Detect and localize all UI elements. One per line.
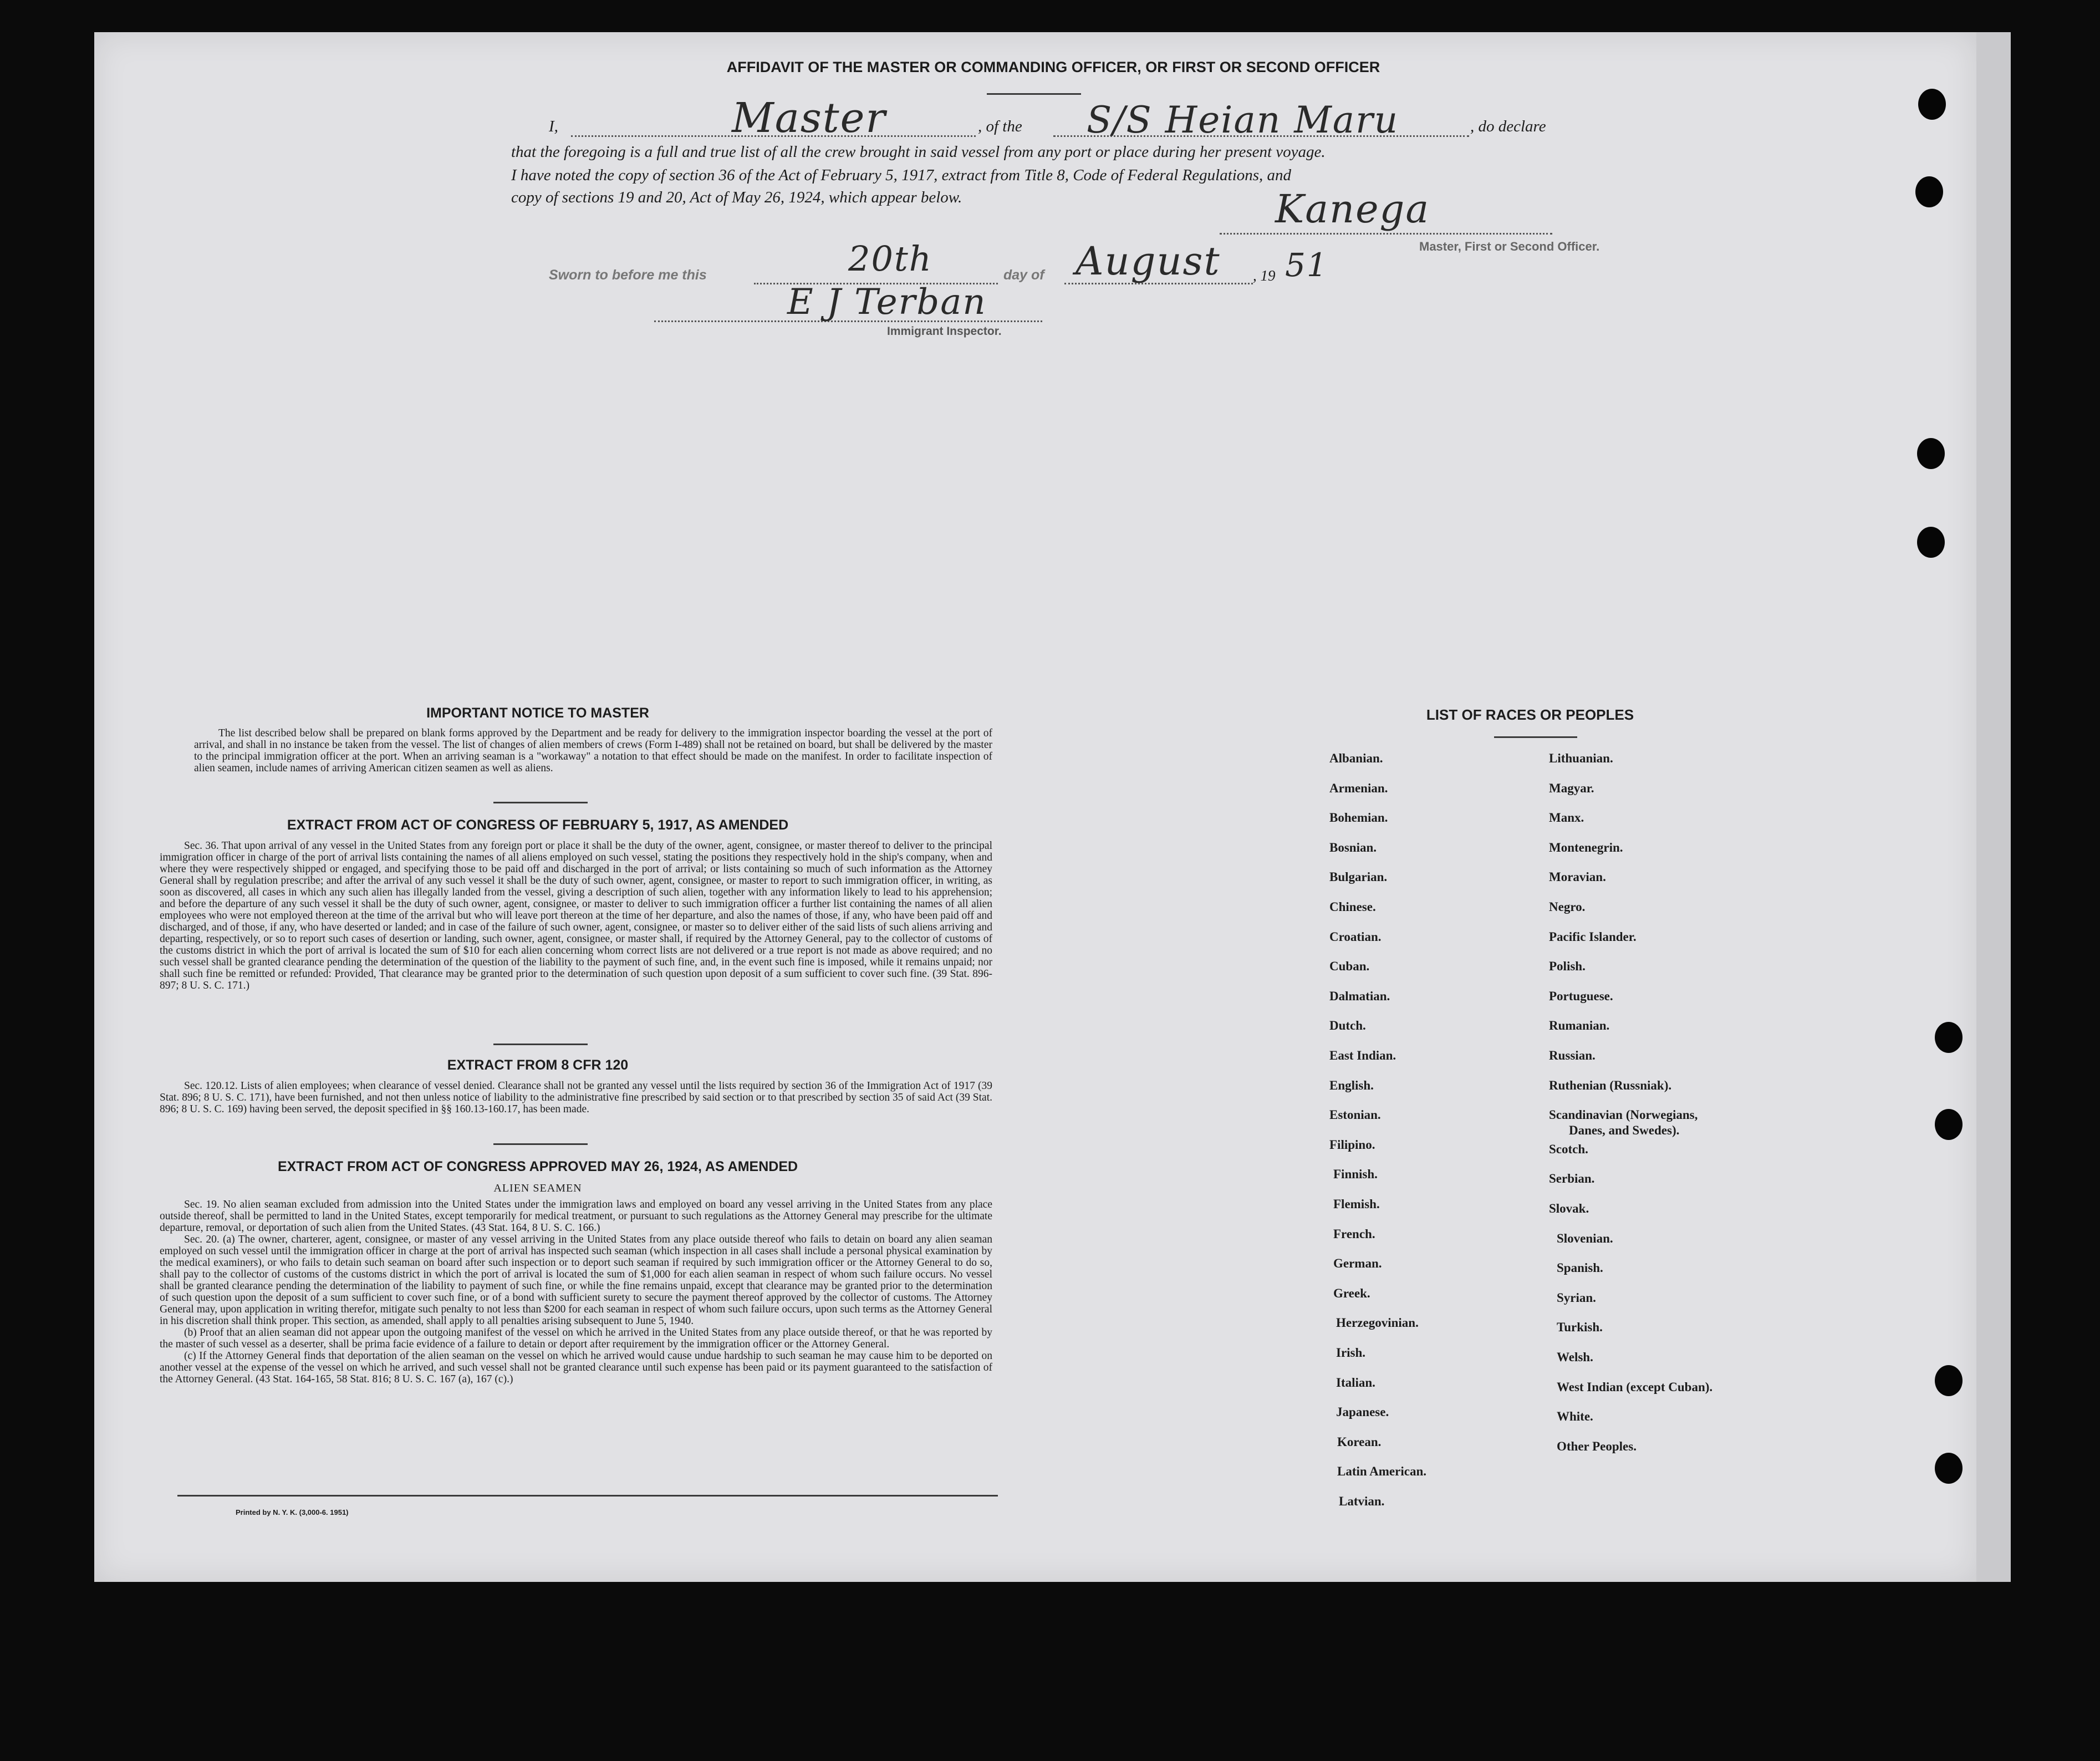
binder-hole (1935, 1109, 1963, 1140)
handwritten-inspector: E J Terban (787, 282, 987, 323)
binder-hole (1935, 1022, 1963, 1053)
binder-hole (1917, 527, 1945, 558)
race-item: Lithuanian. (1549, 751, 1613, 765)
race-item: Herzegovinian. (1336, 1316, 1419, 1330)
sec-20a-paragraph: Sec. 20. (a) The owner, charterer, agent, consignee, or master of any vessel arriving in the United States from any place outside thereof who fails to detain on board any alien seaman employed on such vessel until the immigration officer in charge at the port of arrival has inspected such seaman (which inspection in all cases shall include a personal physical examination by the medical examiners), or who fails to detain such seaman on board after such inspection or to deport such seaman if required by such immigration officer or the Attorney General to do so, shall pay to the collector of customs of the customs district in which the port of arrival is located the sum of $1,000 for each alien seaman in respect of whom such failure occurs. No vessel shall be granted clearance pending the determination of the liability to payment of such fine, or while the fine remains unpaid, except that clearance may be granted prior to the determination of such question upon the deposit of a sum sufficient to cover such fine, or of a bond with sufficient surety to secure the payment thereof approved by the collector of customs. The Attorney General may, upon application in writing therefor, mitigate such penalty to not less than $200 for each seaman in respect of whom such failure occurs, upon such terms as the Attorney General in his discretion shall think proper. This section, as amended, shall apply to all penalties arising subsequent to June 5, 1940. (160, 1234, 992, 1327)
alien-seamen-subtitle: ALIEN SEAMEN (493, 1182, 582, 1194)
handwritten-signature: Kanega (1275, 186, 1430, 232)
bottom-rule (177, 1495, 998, 1497)
page-edge-strip (1976, 32, 2011, 1582)
race-item: Manx. (1549, 811, 1584, 825)
race-item: Rumanian. (1549, 1019, 1610, 1033)
inspector-title: Immigrant Inspector. (887, 325, 1002, 338)
races-title: LIST OF RACES OR PEOPLES (1426, 706, 1634, 723)
sec-19-paragraph: Sec. 19. No alien seaman excluded from admission into the United States under the immigration laws and employed on board any vessel arriving in the United States from any place outside thereof, shall be permitted to land in the United States, except temporarily for medical treatment, or pursuant to such regulations as the Attorney General may prescribe for the ultimate departure, removal, or deportation of such alien from the United States. (43 Stat. 164, 8 U. S. C. 166.) (160, 1199, 992, 1234)
race-item: Latin American. (1337, 1464, 1426, 1479)
race-item: French. (1333, 1226, 1375, 1241)
race-item: Ruthenian (Russniak). (1549, 1078, 1672, 1092)
race-item: Serbian. (1549, 1172, 1595, 1186)
sec-20c-paragraph: (c) If the Attorney General finds that deportation of the alien seaman on the vessel on which he arrived would cause undue hardship to such seaman he may cause him to be deported on another vessel at the expense of the vessel on which he arrived, and such vessel shall not be granted clearance until such expense has been paid or its payment guaranteed to the satisfaction of the Attorney General. (43 Stat. 164-165, 58 Stat. 816; 8 U. S. C. 167 (a), 167 (c).) (160, 1350, 992, 1385)
affidavit-line-3: I have noted the copy of section 36 of the Act of February 5, 1917, extract from Title 8, Code of Federal Regulations, and (511, 166, 1292, 184)
race-item: Cuban. (1329, 959, 1370, 974)
extract-1917-title: EXTRACT FROM ACT OF CONGRESS OF FEBRUARY 5, 1917, AS AMENDED (287, 817, 789, 833)
race-item: Dalmatian. (1329, 989, 1390, 1003)
handwritten-rank: Master (732, 94, 886, 142)
race-item: Polish. (1549, 959, 1586, 974)
handwritten-vessel: S/S Heian Maru (1087, 99, 1399, 141)
signature-line (1220, 233, 1552, 235)
race-item: Dutch. (1329, 1019, 1366, 1033)
race-item: Croatian. (1329, 929, 1382, 944)
race-item: Montenegrin. (1549, 840, 1623, 854)
race-item: Armenian. (1329, 781, 1388, 795)
notice-title: IMPORTANT NOTICE TO MASTER (426, 705, 649, 721)
race-item: Danes, and Swedes). (1569, 1123, 1680, 1138)
race-item: German. (1333, 1256, 1382, 1271)
divider-rule (493, 802, 588, 803)
race-item: Greek. (1333, 1286, 1370, 1300)
race-item: White. (1557, 1409, 1593, 1424)
notice-paragraph: The list described below shall be prepared on blank forms approved by the Department and be ready for delivery to the immigration inspector boarding the vessel at the port of arrival, and shall in no instance be taken from the vessel. The list of changes of alien members of crews (Form I-489) shall not be retained on board, but shall be delivered by the master to the principal immigration officer at the port. When an arriving seaman is a "workaway" a notation to that effect should be made on the manifest. In order to facilitate inspection of alien seamen, include names of arriving American citizen seamen as well as aliens. (194, 727, 992, 774)
year-prefix: , 19 (1253, 267, 1276, 284)
cfr-title: EXTRACT FROM 8 CFR 120 (447, 1057, 629, 1073)
printed-by: Printed by N. Y. K. (3,000-6. 1951) (236, 1508, 349, 1516)
race-item: Italian. (1336, 1375, 1375, 1390)
race-item: Welsh. (1557, 1350, 1593, 1364)
race-item: English. (1329, 1078, 1374, 1092)
race-item: Slovak. (1549, 1202, 1589, 1215)
race-item: Latvian. (1339, 1494, 1385, 1508)
race-item: Scotch. (1549, 1142, 1588, 1156)
races-title-rule (1494, 736, 1577, 738)
handwritten-month: August (1076, 238, 1221, 284)
race-item: Bosnian. (1329, 840, 1377, 854)
binder-hole (1918, 89, 1946, 120)
race-item: Slovenian. (1557, 1231, 1613, 1245)
notice-body (194, 727, 992, 774)
binder-hole (1917, 438, 1945, 469)
divider-rule (493, 1143, 588, 1145)
race-item: East Indian. (1329, 1049, 1396, 1062)
affidavit-do-declare: , do declare (1470, 118, 1546, 135)
affidavit-of-the: , of the (978, 118, 1022, 135)
affidavit-title: AFFIDAVIT OF THE MASTER OR COMMANDING OFFICER, OR FIRST OR SECOND OFFICER (726, 59, 1380, 75)
binder-hole (1935, 1453, 1963, 1484)
race-item: Pacific Islander. (1549, 929, 1637, 944)
extract-1917-body (160, 840, 992, 991)
race-item: Korean. (1337, 1434, 1382, 1449)
affidavit-i: I, (549, 118, 558, 135)
affidavit-line-4: copy of sections 19 and 20, Act of May 26, 1924, which appear below. (511, 189, 962, 206)
affidavit-line-2: that the foregoing is a full and true list of all the crew brought in said vessel from any port or place during her present voyage. (511, 143, 1326, 161)
race-item: West Indian (except Cuban). (1557, 1380, 1713, 1394)
binder-hole (1915, 176, 1943, 207)
race-item: Spanish. (1557, 1261, 1603, 1275)
sec-20b-paragraph: (b) Proof that an alien seaman did not appear upon the outgoing manifest of the vessel on which he arrived in the United States from any place outside thereof, or that he was reported by the master of such vessel as a deserter, shall be prima facie evidence of a failure to detain or deport after requirement by the immigration officer or the Attorney General. (160, 1327, 992, 1350)
signer-title: Master, First or Second Officer. (1419, 240, 1600, 253)
title-rule (987, 93, 1081, 95)
cfr-body (160, 1080, 992, 1115)
divider-rule (493, 1044, 588, 1045)
race-item: Other Peoples. (1557, 1439, 1637, 1453)
handwritten-year: 51 (1285, 246, 1328, 284)
extract-1924-title: EXTRACT FROM ACT OF CONGRESS APPROVED MAY 26, 1924, AS AMENDED (277, 1159, 798, 1174)
race-item: Bulgarian. (1329, 870, 1388, 884)
race-item: Magyar. (1549, 781, 1594, 795)
race-item: Portuguese. (1549, 989, 1613, 1003)
race-item: Albanian. (1329, 751, 1383, 765)
race-item: Russian. (1549, 1049, 1596, 1062)
race-item: Scandinavian (Norwegians, (1549, 1108, 1698, 1122)
sec-36-paragraph: Sec. 36. That upon arrival of any vessel in the United States from any foreign port or place it shall be the duty of the owner, agent, consignee, or master thereof to deliver to the principal immigration officer in charge of the port of arrival lists containing the names of all aliens employed on such vessel, stating the positions they respectively hold in the ship's company, when and where they were respectively shipped or engaged, and specifying those to be paid off and discharged in the port of arrival; or lists containing so much of such information as the Attorney General shall by regulation prescribe; and after the arrival of any such vessel it shall be the duty of such owner, agent, consignee, or master to report to such immigration officer, in writing, as soon as discovered, all cases in which any such alien has illegally landed from the vessel, giving a description of such alien, together with any information likely to lead to his apprehension; and before the departure of any such vessel it shall be the duty of such owner, agent, consignee, or master to deliver to such immigration officer a further list containing the names of all alien employees who were not employed thereon at the time of the arrival but who will leave port thereon at the time of her departure, and also the names of those, if any, who have been paid off and discharged, and of those, if any, who have deserted or landed; and in case of the failure of such owner, agent, consignee, or master so to deliver either of the said lists of such aliens arriving and departing, respectively, or so to report such cases of desertion or landing, such owner, agent, consignee, or master shall, if required by the Attorney General, pay to the collector of customs of the customs district in which the port of arrival is located the sum of $10 for each alien concerning whom correct lists are not delivered or a true report is not made as above required; and no such vessel shall be granted clearance pending the determination of the question of the liability to the payment of such fine, and, in the event such fine is imposed, while it remains unpaid; nor shall such fine be remitted or refunded: Provided, That clearance may be granted prior to the determination of such question upon deposit of a sum sufficient to cover such fine. (39 Stat. 896-897; 8 U. S. C. 171.) (160, 840, 992, 991)
race-item: Filipino. (1329, 1137, 1375, 1152)
day-of-label: day of (1003, 267, 1044, 283)
race-item: Bohemian. (1329, 811, 1388, 825)
binder-hole (1935, 1365, 1963, 1396)
extract-1924-body (160, 1199, 992, 1385)
race-item: Irish. (1336, 1346, 1366, 1360)
race-item: Flemish. (1333, 1197, 1380, 1211)
sec-120-paragraph: Sec. 120.12. Lists of alien employees; when clearance of vessel denied. Clearance shall not be granted any vessel until the lists required by section 36 of the Immigration Act of 1917 (39 Stat. 896; 8 U. S. C. 171), have been furnished, and not then unless notice of liability to the administrative fine prescribed by said section or to that prescribed by section 35 of said Act (39 Stat. 896; 8 U. S. C. 169) having been served, the deposit specified in §§ 160.13-160.17, has been made. (160, 1080, 992, 1115)
race-item: Chinese. (1329, 900, 1376, 914)
race-item: Syrian. (1557, 1290, 1596, 1305)
race-item: Moravian. (1549, 870, 1606, 884)
race-item: Estonian. (1329, 1108, 1381, 1122)
race-item: Japanese. (1336, 1405, 1389, 1419)
race-item: Turkish. (1557, 1320, 1603, 1335)
sworn-label: Sworn to before me this (549, 267, 707, 283)
race-item: Negro. (1549, 900, 1586, 914)
race-item: Finnish. (1333, 1167, 1378, 1182)
handwritten-day: 20th (848, 238, 932, 279)
